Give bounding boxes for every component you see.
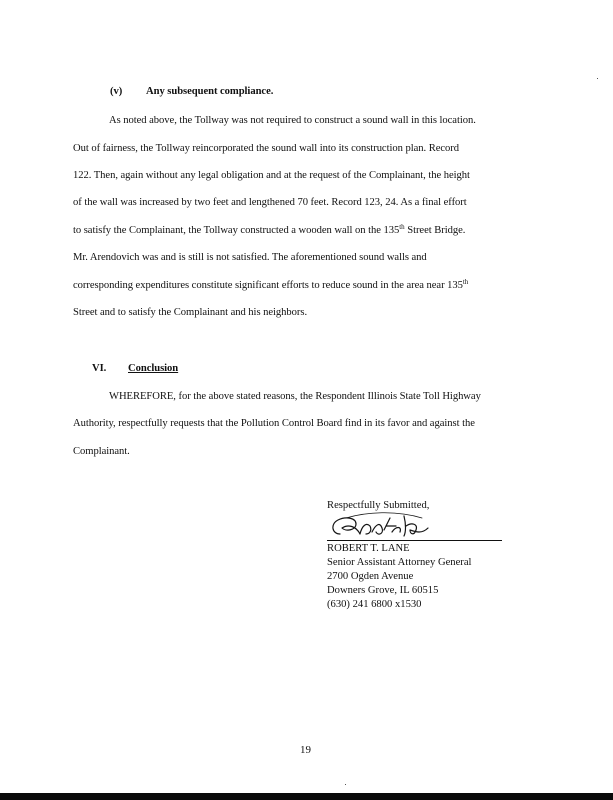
- section-v-number: (v): [110, 86, 123, 97]
- handwritten-signature: [326, 504, 436, 544]
- section-v-title: Any subsequent compliance.: [146, 86, 274, 97]
- paragraph-line: As noted above, the Tollway was not required to construct a sound wall in this location.: [109, 115, 476, 126]
- closing-line: Respectfully Submitted,: [327, 500, 430, 511]
- paragraph-line: corresponding expenditures constitute significant efforts to reduce sound in the area near 135th: [73, 278, 469, 291]
- paragraph-line: Complainant.: [73, 446, 130, 457]
- signer-title: Senior Assistant Attorney General: [327, 557, 472, 568]
- signer-city: Downers Grove, IL 60515: [327, 585, 439, 596]
- paragraph-line: of the wall was increased by two feet and lengthened 70 feet. Record 123, 24. As a final effort: [73, 197, 467, 208]
- signature-line: [327, 540, 502, 541]
- signer-phone: (630) 241 6800 x1530: [327, 599, 422, 610]
- section-vi-heading: [92, 363, 178, 375]
- signer-name: ROBERT T. LANE: [327, 543, 410, 554]
- section-vi-title: Conclusion: [128, 363, 179, 374]
- paragraph-line: Out of fairness, the Tollway reincorporated the sound wall into its construction plan. Record: [73, 143, 459, 154]
- scan-speck: [345, 784, 346, 785]
- section-vi-number: VI.: [92, 363, 107, 374]
- paragraph-line: to satisfy the Complainant, the Tollway constructed a wooden wall on the 135th Street Bridge.: [73, 223, 466, 236]
- paragraph-line: Authority, respectfully requests that the Pollution Control Board find in its favor and against the: [73, 418, 475, 429]
- paragraph-line: 122. Then, again without any legal obligation and at the request of the Complainant, the height: [73, 170, 470, 181]
- scan-bottom-border: [0, 793, 613, 800]
- page-number: 19: [300, 744, 311, 756]
- signer-address: 2700 Ogden Avenue: [327, 571, 414, 582]
- paragraph-line: Street and to satisfy the Complainant and his neighbors.: [73, 307, 308, 318]
- paragraph-line: WHEREFORE, for the above stated reasons, the Respondent Illinois State Toll Highway: [109, 391, 481, 402]
- section-v-heading: [110, 86, 273, 98]
- paragraph-line: Mr. Arendovich was and is still is not satisfied. The aforementioned sound walls and: [73, 252, 427, 263]
- scan-speck: [597, 78, 598, 79]
